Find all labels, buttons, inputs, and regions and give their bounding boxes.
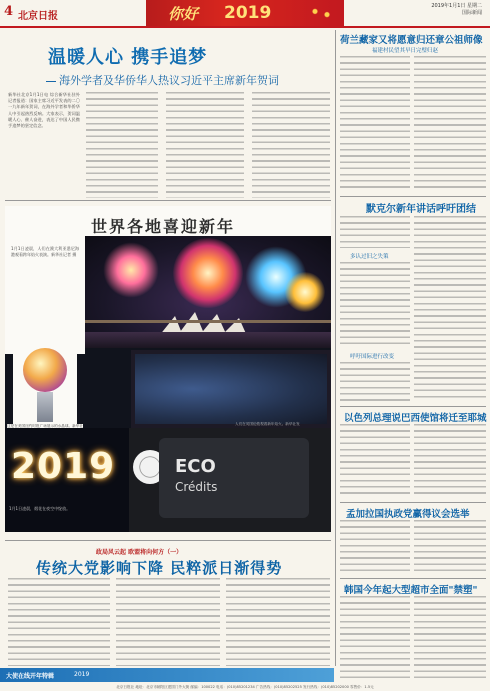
lead-subheadline: 海外学者及华侨华人热议习近平主席新年贺词 <box>46 72 279 88</box>
story2-body-col1c <box>340 362 410 402</box>
caption-london: 人们在英国伦敦观看新年焰火。新华社发 <box>235 422 300 426</box>
photo-2019-lights <box>5 428 129 532</box>
caption-sydney: 1月1日凌晨，人们在澳大利亚悉尼海港观看跨年焰火表演。新华社记者 摄 <box>11 246 79 257</box>
ball-stand <box>37 392 53 422</box>
paper-logo: 北京日报 <box>18 11 58 22</box>
date-line: 2019年1月1日 星期二 <box>431 3 482 9</box>
right-divider <box>340 502 486 503</box>
caption-ball: 这是在美国纽约时报广场展示的水晶球。新华社 <box>7 424 83 432</box>
footer-banner <box>0 668 334 682</box>
photo-london-fireworks <box>135 354 327 424</box>
lantern-icon <box>306 5 336 21</box>
story3-headline: 以色列总理说巴西使馆将迁至耶城 <box>344 413 487 424</box>
sign-text-credits: Crédits <box>175 480 218 494</box>
story1-body-col2 <box>414 56 486 192</box>
right-divider <box>340 578 486 579</box>
column-tag: 政局风云起 欧盟将向何方（一） <box>96 549 183 556</box>
right-divider <box>340 406 486 407</box>
photo-2019-number: 2019 <box>11 446 116 487</box>
story1-body-col1 <box>340 56 410 192</box>
lead-body-col4 <box>252 92 330 198</box>
story4-headline: 孟加拉国执政党赢得议会选举 <box>346 509 470 520</box>
story4-body-col2 <box>414 520 486 574</box>
story2-headline: 默克尔新年讲话呼吁团结 <box>366 204 476 215</box>
lead-body-col1: 新华社北京1月1日电 综合新华社驻外记者报道：国家主席习近平发表的二〇一九年新年贺词，在海外学者和华侨华人中引起热烈反响。大家表示，贺词温暖人心、催人奋进，表达了中国人民携手追梦的坚定信念。 <box>8 92 80 129</box>
story2-body-col1b <box>340 262 410 348</box>
europe-body-col1 <box>8 578 110 666</box>
caption-left <box>5 236 85 354</box>
story5-body-col1 <box>340 596 410 678</box>
feature-title: 世界各地喜迎新年 <box>91 217 236 236</box>
firework-burst <box>173 238 243 308</box>
europe-body-col2 <box>116 578 220 666</box>
lead-body-col3 <box>166 92 244 198</box>
photo-eco-sign <box>129 428 331 532</box>
section-divider <box>5 200 331 201</box>
footer-banner-label: 大使在线开年特辑 <box>6 673 55 680</box>
sign-text-eco: ECO <box>175 456 216 477</box>
right-divider <box>340 196 486 197</box>
firework-burst <box>285 272 325 312</box>
europe-body-col3 <box>226 578 330 666</box>
story4-body-col1 <box>340 520 410 574</box>
world-photo-feature <box>5 206 331 532</box>
story5-headline: 韩国今年起大型超市全面"禁塑" <box>344 585 478 596</box>
harbour-water <box>85 332 331 348</box>
lead-body-col2 <box>86 92 158 198</box>
harbour-bridge <box>85 320 331 323</box>
crystal-ball-icon <box>23 348 67 392</box>
story5-body-col2 <box>414 596 486 678</box>
footer-banner-year: 2019 <box>74 671 90 678</box>
section-line: 国际新闻 <box>461 10 482 16</box>
story2-kicker-2: 呼吁国际进行改变 <box>350 354 395 360</box>
photo-sydney-fireworks <box>85 236 331 348</box>
banner-greeting: 你好 <box>168 5 199 23</box>
section-divider <box>5 540 331 541</box>
photo-crystal-ball <box>13 342 77 426</box>
story1-subheadline: 福建村民望其早日完璧归赵 <box>372 48 439 54</box>
date-block <box>431 3 482 17</box>
column-divider <box>335 30 336 666</box>
firework-burst <box>103 242 159 298</box>
story3-body-col2 <box>414 424 486 498</box>
story3-body-col1 <box>340 424 410 498</box>
new-year-banner <box>146 0 344 26</box>
story2-kicker-1: 多认过旧之失策 <box>350 254 389 260</box>
banner-year: 2019 <box>224 3 272 23</box>
europe-headline: 传统大党影响下降 民粹派日渐得势 <box>36 559 283 577</box>
story1-headline: 荷兰藏家又将愿意归还章公祖师像 <box>340 35 483 46</box>
story2-body-col1a <box>340 216 410 248</box>
caption-2019: 1月1日凌晨，烟花在夜空中绽放。 <box>9 506 71 511</box>
sign-board <box>159 438 309 518</box>
page-footer: 北京日报社 地址：北京市朝阳区建国门外大街 邮编：100022 电话：(010)85201234 广告热线：(010)85202525 发行热线：(010)85202000 零售价：1.5元 <box>116 685 374 689</box>
masthead <box>0 0 490 28</box>
story2-body-col2 <box>414 216 486 402</box>
lead-headline: 温暖人心 携手追梦 <box>48 47 208 68</box>
page-number: 4 <box>4 4 14 19</box>
